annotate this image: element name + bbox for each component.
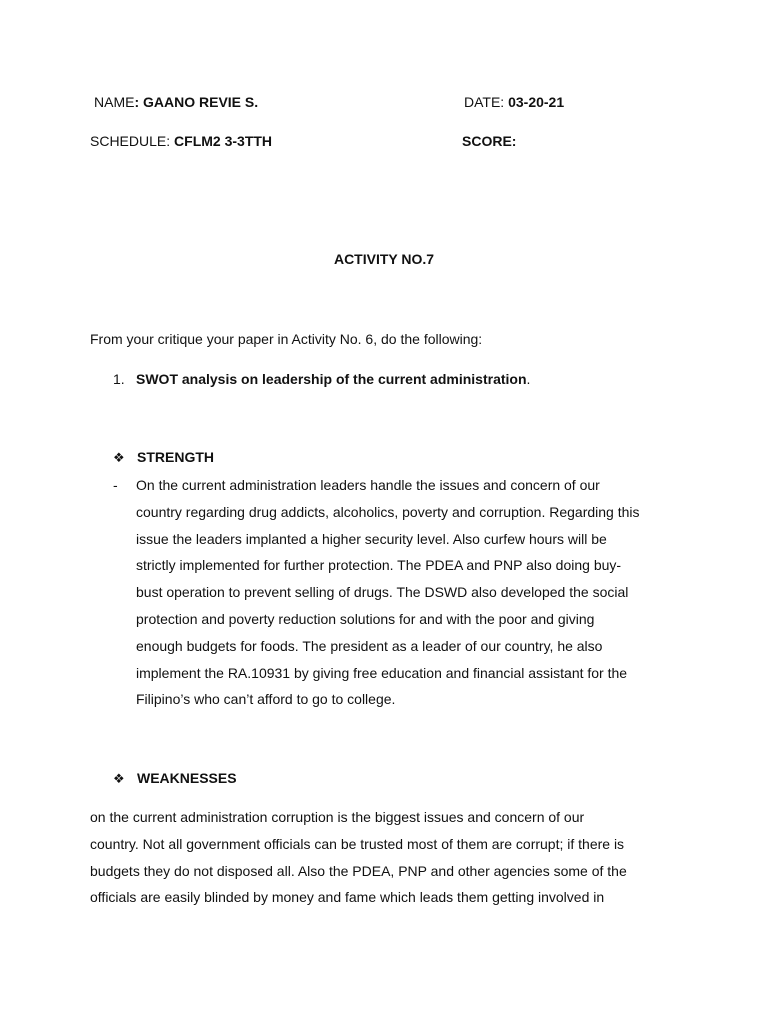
instruction-text: From your critique your paper in Activity No. 6, do the following:	[90, 331, 483, 347]
diamond-bullet-icon: ❖	[113, 450, 125, 465]
strength-line: On the current administration leaders handle the issues and concern of our	[136, 477, 600, 493]
strength-dash: -	[113, 477, 118, 493]
strength-line: Filipino’s who can’t afford to go to college.	[136, 691, 396, 708]
weaknesses-line: on the current administration corruption is the biggest issues and concern of our	[90, 809, 585, 825]
date-value: 03-20-21	[508, 94, 565, 110]
name-value: : GAANO REVIE S.	[134, 94, 259, 110]
weaknesses-heading	[113, 770, 237, 787]
strength-line: enough budgets for foods. The president as a leader of our country, he also	[136, 637, 603, 654]
strength-line: bust operation to prevent selling of drugs. The DSWD also developed the social	[136, 584, 629, 601]
strength-line: protection and poverty reduction solutions for and with the poor and giving	[136, 610, 595, 627]
weaknesses-line: budgets they do not disposed all. Also the PDEA, PNP and other agencies some of the	[90, 862, 627, 879]
strength-line: country regarding drug addicts, alcoholics, poverty and corruption. Regarding this	[136, 503, 640, 520]
name-label: NAME	[94, 94, 135, 110]
weaknesses-line: officials are easily blinded by money and fame which leads them getting involved in	[90, 889, 605, 906]
item-title: SWOT analysis on leadership of the current administration	[136, 371, 527, 387]
strength-paragraph	[136, 472, 736, 713]
date-label: DATE:	[464, 94, 509, 110]
strength-heading	[113, 449, 214, 466]
schedule-field	[90, 133, 272, 149]
diamond-bullet-icon: ❖	[113, 771, 125, 786]
schedule-value: CFLM2 3-3TTH	[174, 133, 273, 149]
item-number: 1.	[113, 371, 125, 387]
item-title-wrap	[136, 371, 530, 387]
date-field	[464, 94, 564, 110]
weaknesses-title: WEAKNESSES	[137, 770, 237, 786]
score-label: SCORE:	[462, 133, 517, 149]
weaknesses-line: country. Not all government officials can be trusted most of them are corrupt; if there is	[90, 835, 625, 852]
weaknesses-paragraph	[90, 804, 730, 911]
schedule-label: SCHEDULE:	[90, 133, 175, 149]
strength-line: implement the RA.10931 by giving free education and financial assistant for the	[136, 664, 628, 681]
strength-line: issue the leaders implanted a higher security level. Also curfew hours will be	[136, 530, 607, 547]
strength-title: STRENGTH	[137, 449, 214, 465]
activity-title: ACTIVITY NO.7	[333, 251, 435, 267]
strength-line: strictly implemented for further protection. The PDEA and PNP also doing buy-	[136, 557, 622, 574]
name-field	[94, 94, 258, 110]
item-period: .	[526, 371, 531, 387]
